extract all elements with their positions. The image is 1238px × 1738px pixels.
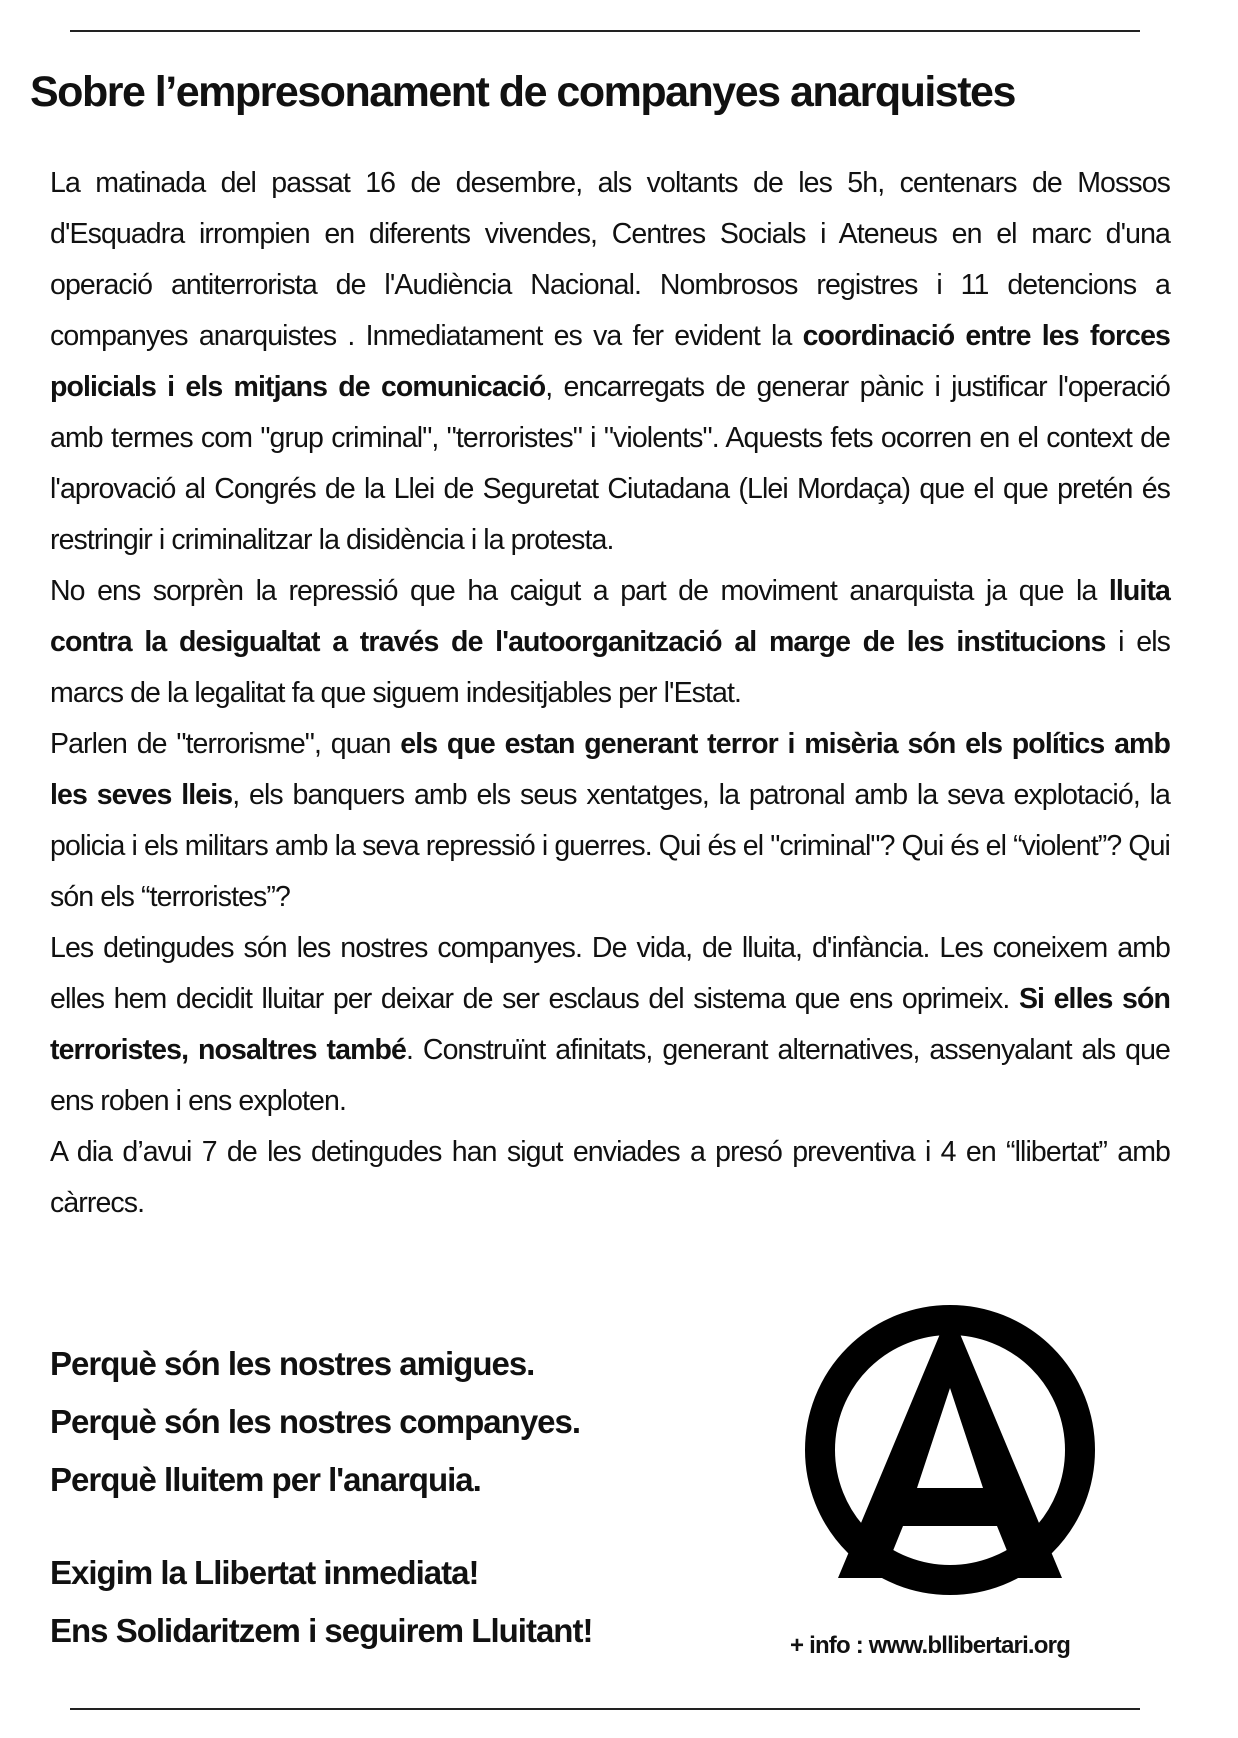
slogan-gap: [50, 1509, 750, 1544]
paragraph-1-text: La matinada del passat 16 de desembre, als voltants de les 5h, centenars de Mossos d'Esquadra irrompien en diferents vivendes, Centres Socials i Ateneus en el marc d'una operació antiterrorista de l'Audiència Nacional. Nombrosos registres i 11 detencions a companyes anarquistes . Inmediatament es va fer evident la: [50, 167, 1170, 352]
slogan-solidarity: Ens Solidaritzem i seguirem Lluitant!: [50, 1612, 593, 1649]
paragraph-1-bold: coordinació entre les forces policials i els mitjans de comunicació: [50, 320, 1170, 403]
paragraph-4-text: Les detingudes són les nostres companyes. De vida, de lluita, d'infància. Les coneixem amb elles hem decidit lluitar per deixar de ser esclaus del sistema que ens oprimeix.: [50, 932, 1170, 1015]
paragraph-4-text-end: . Construïnt afinitats, generant alternatives, assenyalant als que ens roben i ens exploten.: [50, 1034, 1171, 1117]
slogans: [50, 1335, 750, 1660]
paragraph-2-bold: lluita contra la desigualtat a través de l'autoorganització al marge de les institucions: [50, 575, 1170, 658]
slogan-friends: Perquè són les nostres amigues.: [50, 1345, 535, 1382]
paragraph-3: [50, 719, 1170, 923]
paragraph-2: [50, 566, 1170, 719]
slogan-anarchy: Perquè lluitem per l'anarquia.: [50, 1461, 481, 1498]
slogan-demand-freedom: Exigim la Llibertat inmediata!: [50, 1554, 479, 1591]
page-title: Sobre l’empresonament de companyes anarquistes: [30, 68, 1015, 116]
paragraph-4: [50, 923, 1170, 1127]
paragraph-1-text-end: , encarregats de generar pànic i justificar l'operació amb termes com "grup criminal", "terroristes" i "violents". Aquests fets ocorren en el context de l'aprovació al Congrés de la Llei de Seguretat Ciutadana (Llei Mordaça) que el que pretén és restringir i criminalitzar la disidència i la protesta.: [50, 371, 1170, 556]
paragraph-4-bold: Si elles són terroristes, nosaltres també: [50, 983, 1170, 1066]
slogan-comrades: Perquè són les nostres companyes.: [50, 1403, 581, 1440]
top-rule: [70, 30, 1140, 32]
info-link[interactable]: + info : www.bllibertari.org: [790, 1632, 1071, 1659]
paragraph-2-text: No ens sorprèn la repressió que ha caigut a part de moviment anarquista ja que la: [50, 575, 1109, 607]
paragraph-3-text: Parlen de "terrorisme", quan: [50, 728, 401, 760]
paragraph-3-text-end: , els banquers amb els seus xentatges, la patronal amb la seva explotació, la policia i els militars amb la seva repressió i guerres. Qui és el "criminal"? Qui és el “violent”? Qui són els “terroristes”?: [50, 779, 1170, 913]
paragraph-3-bold: els que estan generant terror i misèria són els polítics amb les seves lleis: [50, 728, 1170, 811]
paragraph-2-text-end: i els marcs de la legalitat fa que siguem indesitjables per l'Estat.: [50, 626, 1171, 709]
paragraph-5: [50, 1127, 1170, 1229]
bottom-rule: [70, 1708, 1140, 1710]
paragraph-5-text: A dia d’avui 7 de les detingudes han sigut enviades a presó preventiva i 4 en “llibertat” amb càrrecs.: [50, 1136, 1170, 1219]
article-body: [50, 158, 1170, 1229]
circle-a-anarchy-icon: [800, 1300, 1100, 1600]
paragraph-1: [50, 158, 1170, 566]
